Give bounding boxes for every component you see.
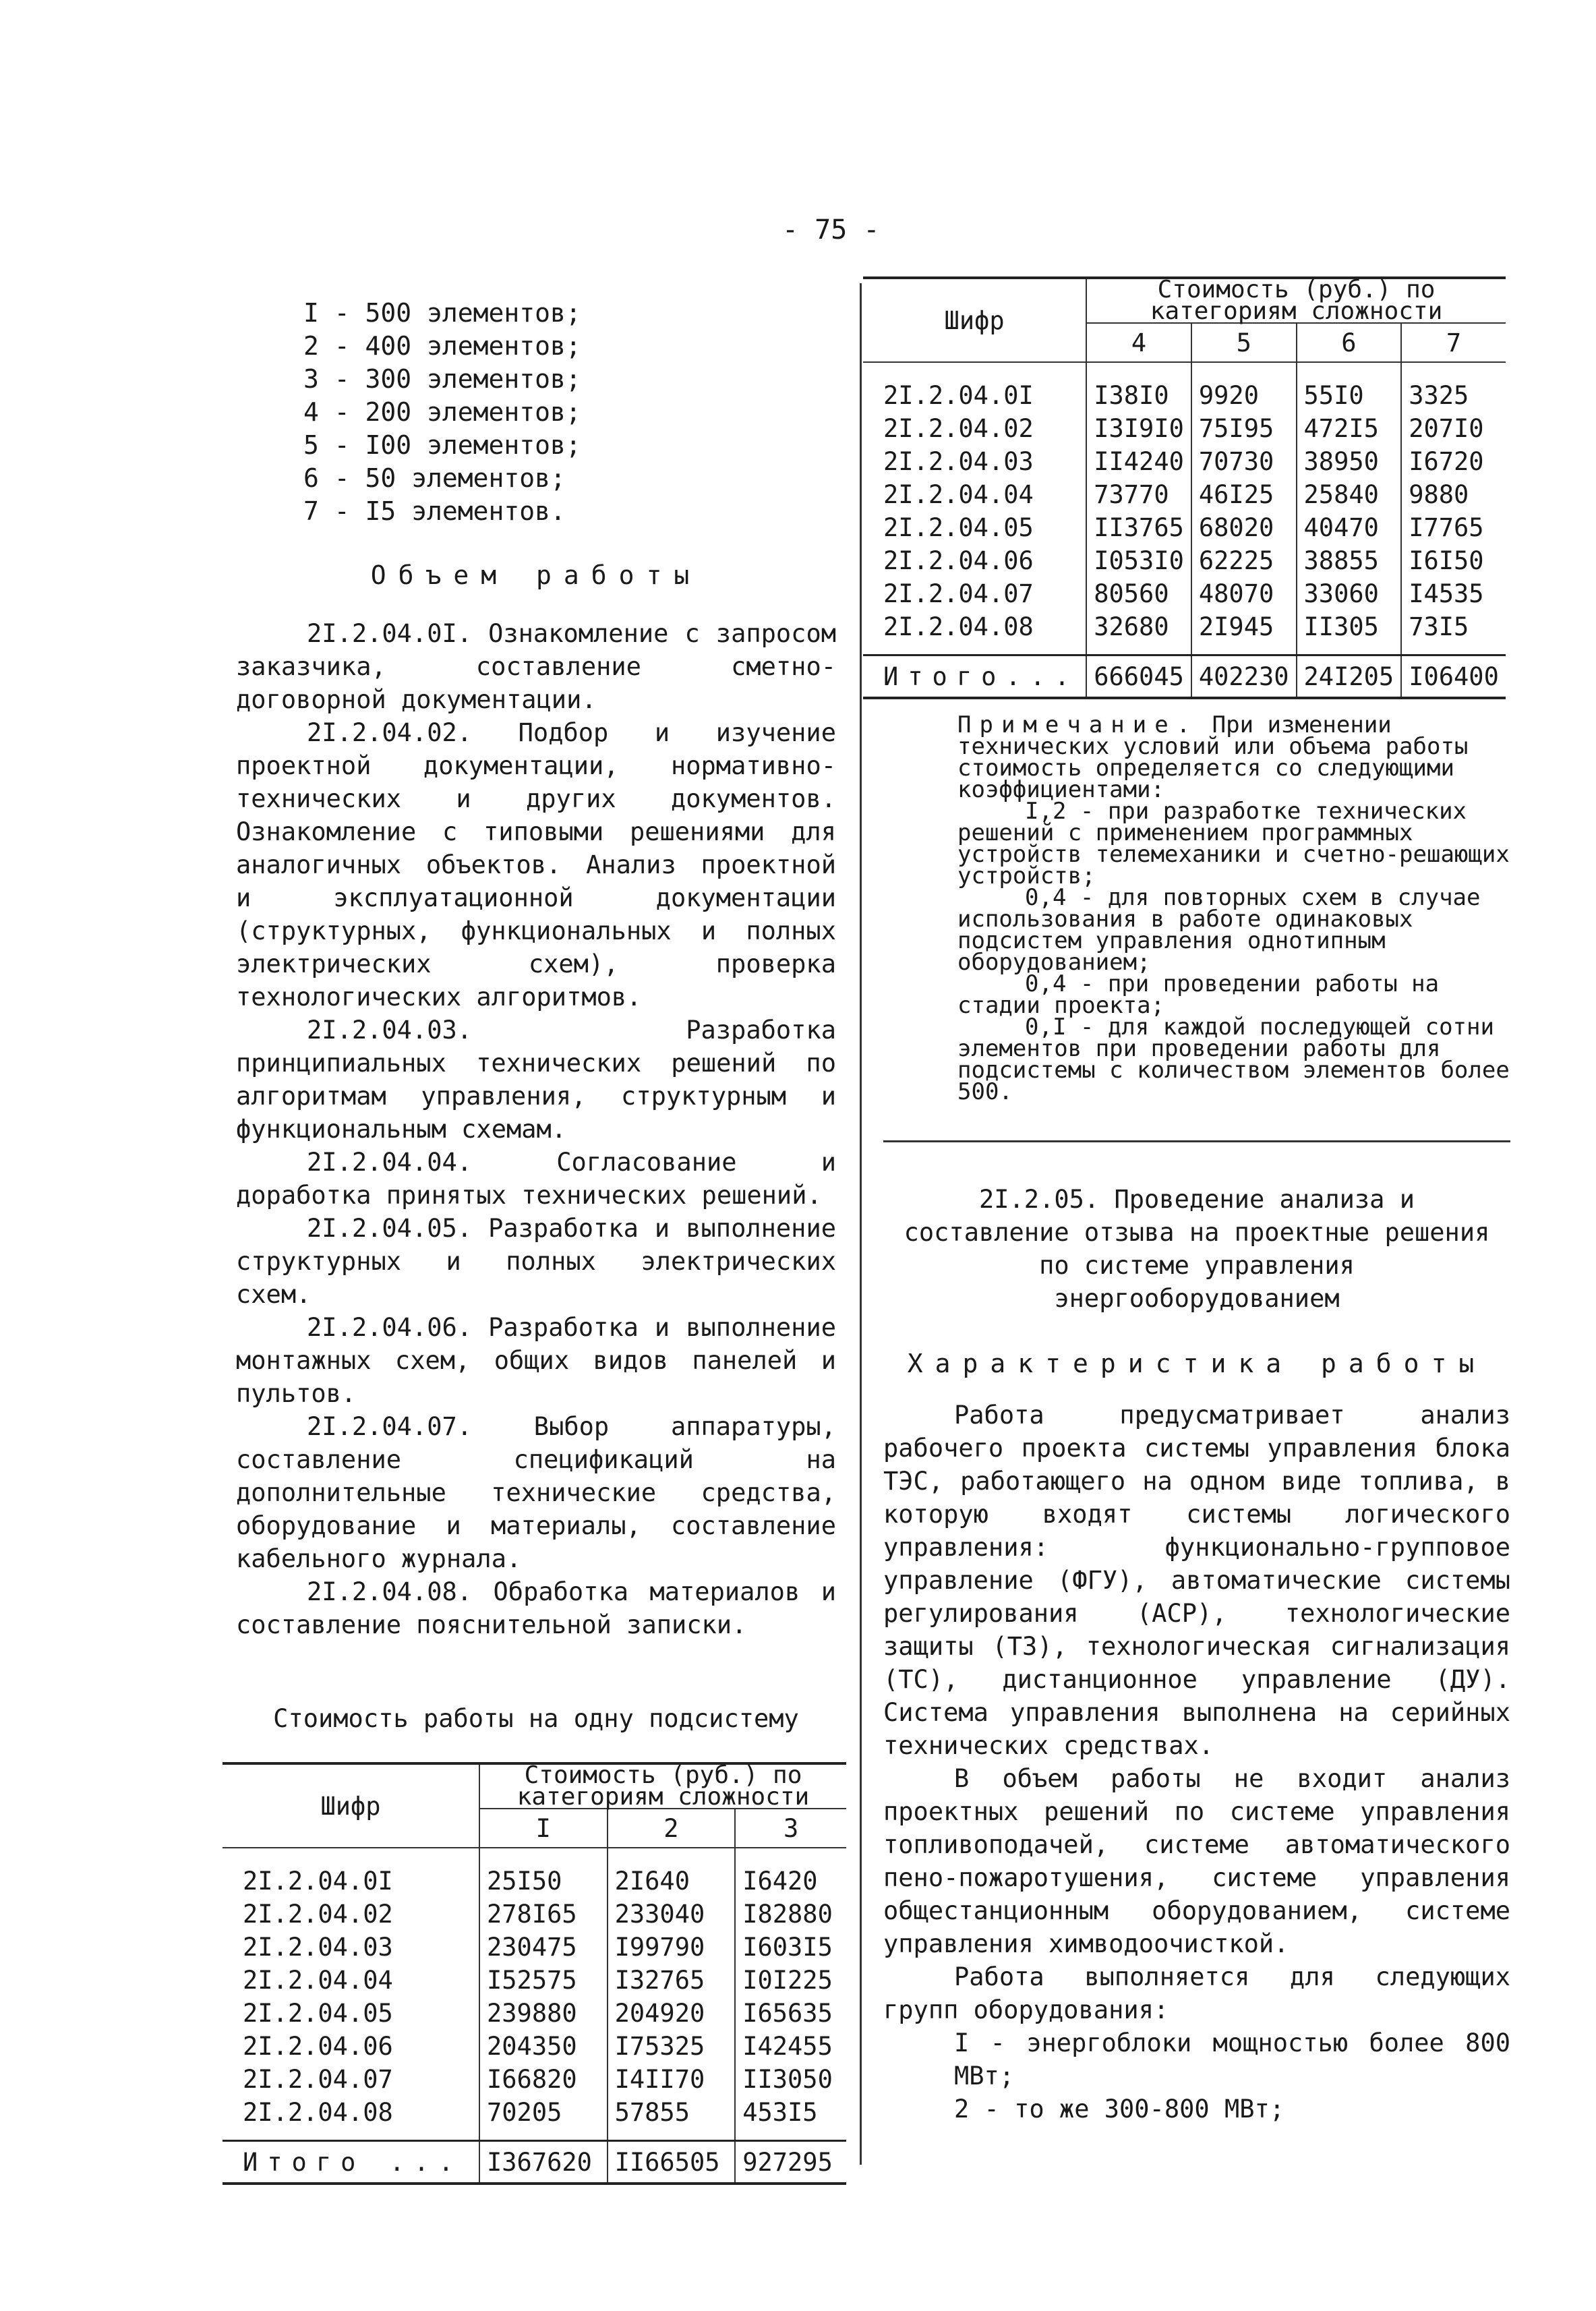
cell: 2I945 (1191, 610, 1297, 655)
cell: I52575 (479, 1964, 608, 1997)
table-row (863, 544, 1506, 577)
row-code: 2I.2.04.04 (223, 1964, 479, 1997)
cell: 25I50 (479, 1848, 608, 1898)
table-row (863, 362, 1506, 412)
cell: 80560 (1086, 577, 1191, 610)
row-code: 2I.2.04.03 (223, 1931, 479, 1964)
row-code: 2I.2.04.04 (863, 478, 1086, 511)
cell: 239880 (479, 1997, 608, 2030)
paragraph: В объем работы не входит анализ проектных решений по системе управления топливоподачей, системе автоматического пено-пожаротушения, системе управления общестанционным оборудованием, системе управления химводоочисткой. (883, 1764, 1510, 1958)
category-header: 3 (735, 1809, 846, 1848)
table-row (223, 1931, 846, 1964)
cell: I42455 (735, 2030, 846, 2063)
category-header: 7 (1401, 323, 1506, 362)
table-note (957, 711, 1510, 1105)
cell: 55I0 (1297, 362, 1402, 412)
category-header: 2 (608, 1809, 736, 1848)
total-label: Итого ... (223, 2141, 479, 2184)
cell: 25840 (1297, 478, 1402, 511)
cell: II3765 (1086, 511, 1191, 544)
cell: 9920 (1191, 362, 1297, 412)
cell: 73770 (1086, 478, 1191, 511)
scope-item: 2I.2.04.04. Согласование и доработка принятых технических решений. (236, 1148, 836, 1210)
table-row (223, 1848, 846, 1898)
group-item: I - энергоблоки мощностью более 800 МВт; (954, 2028, 1510, 2090)
cell: 204920 (608, 1997, 736, 2030)
cell: 46I25 (1191, 478, 1297, 511)
paragraph: Работа выполняется для следующих групп оборудования: (883, 1962, 1510, 2024)
total-cell: 24I205 (1297, 655, 1402, 699)
total-cell: I367620 (479, 2141, 608, 2184)
table-row (223, 1898, 846, 1931)
cell: 70730 (1191, 445, 1297, 478)
table-row (223, 2030, 846, 2063)
note-item: 0,4 - для повторных схем в случае использования в работе одинаковых подсистем управления однотипным оборудованием; (957, 884, 1481, 976)
note-lead: Примечание. (957, 711, 1199, 738)
cell: I75325 (608, 2030, 736, 2063)
row-code: 2I.2.04.02 (863, 412, 1086, 445)
cost-table-right (863, 276, 1506, 699)
cell: 32680 (1086, 610, 1191, 655)
cell: I38I0 (1086, 362, 1191, 412)
cell: 207I0 (1401, 412, 1506, 445)
total-cell: II66505 (608, 2141, 736, 2184)
row-code: 2I.2.04.06 (223, 2030, 479, 2063)
cell: 48070 (1191, 577, 1297, 610)
cell: I053I0 (1086, 544, 1191, 577)
group-item: 2 - то же 300-800 МВт; (954, 2095, 1285, 2124)
row-code: 2I.2.04.08 (223, 2096, 479, 2141)
cell: I82880 (735, 1898, 846, 1931)
total-label: Итого... (863, 655, 1086, 699)
section-divider (883, 1140, 1510, 1142)
table-row (223, 1997, 846, 2030)
scope-item: 2I.2.04.07. Выбор аппаратуры, составление спецификаций на дополнительные технические средства, оборудование и материалы, составление кабельного журнала. (236, 1412, 836, 1573)
paragraph: Работа предусматривает анализ рабочего проекта системы управления блока ТЭС, работающего на одном виде топлива, в которую входят системы логического управления: функционально-групповое управление (ФГУ), автоматические системы регулирования (АСР), технологические защиты (ТЗ), технологическая сигнализация (ТС), дистанционное управление (ДУ). Система управления выполнена на серийных технических средствах. (883, 1401, 1510, 1760)
cell: 57855 (608, 2096, 736, 2141)
section-title: 2I.2.05. Проведение анализа и составление отзыва на проектные решения по системе управления энергооборудованием (904, 1185, 1490, 1313)
cell: I65635 (735, 1997, 846, 2030)
row-code: 2I.2.04.02 (223, 1898, 479, 1931)
cell: I3I9I0 (1086, 412, 1191, 445)
cost-header: Стоимость (руб.) по категориям сложности (1150, 276, 1443, 325)
cell: 230475 (479, 1931, 608, 1964)
scope-item: 2I.2.04.08. Обработка материалов и составление пояснительной записки. (236, 1577, 836, 1639)
cell: I4II70 (608, 2063, 736, 2096)
total-cell: 927295 (735, 2141, 846, 2184)
cell: 38950 (1297, 445, 1402, 478)
table-total-row (223, 2141, 846, 2184)
cell: II4240 (1086, 445, 1191, 478)
note-item: I,2 - при разработке технических решений с применением программных устройств телемеханики и счетно-решающих устройств; (957, 798, 1510, 889)
cell: I6420 (735, 1848, 846, 1898)
cell: 73I5 (1401, 610, 1506, 655)
cell: 3325 (1401, 362, 1506, 412)
cell: I6720 (1401, 445, 1506, 478)
cell: I603I5 (735, 1931, 846, 1964)
cell: 472I5 (1297, 412, 1402, 445)
cell: 70205 (479, 2096, 608, 2141)
row-code: 2I.2.04.07 (863, 577, 1086, 610)
cost-table-left (223, 1762, 846, 2185)
note-item: 0,I - для каждой последующей сотни элементов при проведении работы для подсистемы с количеством элементов более 500. (957, 1014, 1510, 1105)
row-code: 2I.2.04.0I (863, 362, 1086, 412)
total-cell: 402230 (1191, 655, 1297, 699)
note-text: При изменении технических условий или объема работы стоимость определяется со следующими коэффициентами: (957, 711, 1469, 803)
right-column (883, 276, 1510, 2126)
cell: II3050 (735, 2063, 846, 2096)
list-item: I - 500 элементов; (303, 298, 581, 328)
list-item: 3 - 300 элементов; (303, 364, 581, 394)
cell: 278I65 (479, 1898, 608, 1931)
cell: 233040 (608, 1898, 736, 1931)
cell: 75I95 (1191, 412, 1297, 445)
row-code: 2I.2.04.06 (863, 544, 1086, 577)
characteristics-title: Характеристика работы (907, 1349, 1487, 1378)
row-code: 2I.2.04.0I (223, 1848, 479, 1898)
page-number: - 75 - (782, 214, 880, 245)
cell: 33060 (1297, 577, 1402, 610)
table-row (863, 577, 1506, 610)
cell: I99790 (608, 1931, 736, 1964)
row-code: 2I.2.04.03 (863, 445, 1086, 478)
cell: I4535 (1401, 577, 1506, 610)
scope-item: 2I.2.04.03. Разработка принципиальных технических решений по алгоритмам управления, структурным и функциональным схемам. (236, 1016, 836, 1144)
cell: 453I5 (735, 2096, 846, 2141)
category-header: 4 (1086, 323, 1191, 362)
category-header: 6 (1297, 323, 1402, 362)
cell: 62225 (1191, 544, 1297, 577)
scope-item: 2I.2.04.0I. Ознакомление с запросом заказчика, составление сметно-договорной документации. (236, 619, 836, 714)
list-item: 6 - 50 элементов; (303, 463, 566, 493)
scope-item: 2I.2.04.06. Разработка и выполнение монтажных схем, общих видов панелей и пультов. (236, 1313, 836, 1408)
cell: II305 (1297, 610, 1402, 655)
cell: I66820 (479, 2063, 608, 2096)
code-header: Шифр (863, 278, 1086, 362)
table-row (863, 610, 1506, 655)
table-row (223, 1964, 846, 1997)
cost-header: Стоимость (руб.) по категориям сложности (516, 1761, 810, 1811)
list-item: 2 - 400 элементов; (303, 331, 581, 361)
column-divider (860, 283, 862, 2165)
table-row (223, 2096, 846, 2141)
row-code: 2I.2.04.05 (223, 1997, 479, 2030)
total-cell: 666045 (1086, 655, 1191, 699)
category-header: I (479, 1809, 608, 1848)
list-item: 7 - I5 элементов. (303, 496, 566, 526)
cell: I7765 (1401, 511, 1506, 544)
table-row (863, 445, 1506, 478)
left-column (236, 297, 836, 2185)
cell: 204350 (479, 2030, 608, 2063)
category-header: 5 (1191, 323, 1297, 362)
table-caption: Стоимость работы на одну подсистему (273, 1704, 799, 1733)
table-row (223, 2063, 846, 2096)
table-row (863, 412, 1506, 445)
cell: I32765 (608, 1964, 736, 1997)
scope-item: 2I.2.04.02. Подбор и изучение проектной документации, нормативно-технических и других документов. Ознакомление с типовыми решениями для аналогичных объектов. Анализ проектной и эксплуатационной документации (структурных, функциональных и полных электрических схем), проверка технологических алгоритмов. (236, 718, 836, 1012)
row-code: 2I.2.04.05 (863, 511, 1086, 544)
code-header: Шифр (223, 1763, 479, 1848)
list-item: 4 - 200 элементов; (303, 397, 581, 427)
cell: 9880 (1401, 478, 1506, 511)
cell: 2I640 (608, 1848, 736, 1898)
total-cell: I06400 (1401, 655, 1506, 699)
scope-title: Объем работы (370, 560, 702, 590)
scope-item: 2I.2.04.05. Разработка и выполнение структурных и полных электрических схем. (236, 1214, 836, 1309)
cell: 40470 (1297, 511, 1402, 544)
table-row (863, 511, 1506, 544)
table-total-row (863, 655, 1506, 699)
note-item: 0,4 - при проведении работы на стадии проекта; (957, 970, 1440, 1019)
row-code: 2I.2.04.08 (863, 610, 1086, 655)
table-row (863, 478, 1506, 511)
cell: 68020 (1191, 511, 1297, 544)
cell: I6I50 (1401, 544, 1506, 577)
row-code: 2I.2.04.07 (223, 2063, 479, 2096)
cell: I0I225 (735, 1964, 846, 1997)
list-item: 5 - I00 элементов; (303, 430, 581, 460)
cell: 38855 (1297, 544, 1402, 577)
element-count-list (236, 297, 836, 528)
